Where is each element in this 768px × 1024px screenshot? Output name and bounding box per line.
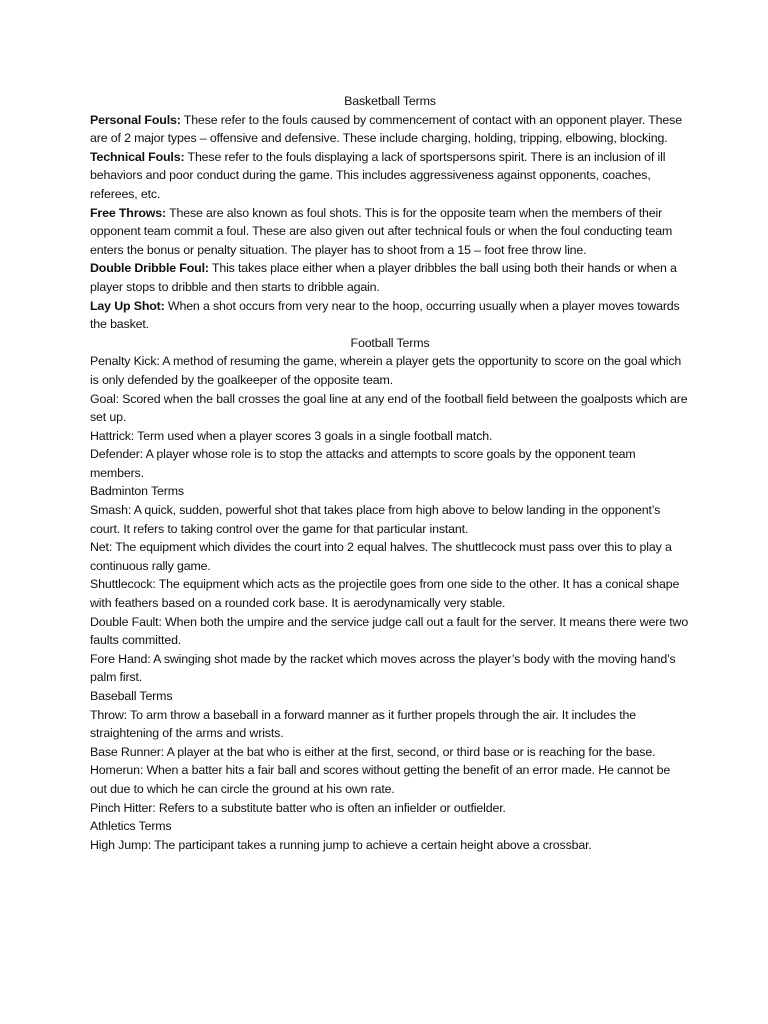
term-definition: This takes place either when a player dribbles the ball using both their hands or when a player stops to dribble and then starts to dribble again. <box>90 261 677 294</box>
athletics-entry-high-jump: High Jump: The participant takes a running jump to achieve a certain height above a crossbar. <box>90 837 592 852</box>
baseball-entry-pinch-hitter: Pinch Hitter: Refers to a substitute batter who is often an infielder or outfielder. <box>90 800 506 815</box>
badminton-entry-shuttlecock: Shuttlecock: The equipment which acts as the projectile goes from one side to the other. It has a conical shape with feathers based on a rounded cork base. It is aerodynamically very stable. <box>90 577 680 611</box>
term-definition: These refer to the fouls displaying a lack of sportspersons spirit. There is an inclusion of ill behaviors and poor conduct during the game. This includes aggressiveness against opponents, coaches, referees, etc. <box>90 149 666 201</box>
badminton-entry-double-fault: Double Fault: When both the umpire and the service judge call out a fault for the server. It means there were two faults committed. <box>90 614 689 648</box>
football-entry-hattrick: Hattrick: Term used when a player scores 3 goals in a single football match. <box>90 428 493 443</box>
term-definition: These are also known as foul shots. This is for the opposite team when the members of their opponent team commit a foul. These are also given out after technical fouls or when the foul conducting team enters the bonus or penalty situation. The player has to shoot from a 15 – foot free throw line. <box>90 205 673 257</box>
football-entry-defender: Defender: A player whose role is to stop the attacks and attempts to score goals by the opponent team members. <box>90 447 636 480</box>
badminton-entry-net: Net: The equipment which divides the court into 2 equal halves. The shuttlecock must pass over this to play a continuous rally game. <box>90 540 672 573</box>
basketball-entry-double-dribble <box>90 259 690 296</box>
basketball-entry-lay-up-shot <box>90 297 690 334</box>
athletics-section-title: Athletics Terms <box>90 819 172 834</box>
basketball-section-title: Basketball Terms <box>344 94 436 108</box>
basketball-entry-free-throws <box>90 204 690 260</box>
badminton-entry-fore-hand: Fore Hand: A swinging shot made by the racket which moves across the player’s body with the moving hand’s palm first. <box>90 651 676 685</box>
football-entry-goal: Goal: Scored when the ball crosses the goal line at any end of the football field between the goalposts which are set up. <box>90 391 688 425</box>
baseball-entry-throw: Throw: To arm throw a baseball in a forward manner as it further propels through the air. It includes the straightening of the arms and wrists. <box>90 707 637 741</box>
term-label: Lay Up Shot: <box>90 298 165 313</box>
badminton-section-title: Badminton Terms <box>90 484 184 499</box>
basketball-entry-personal-fouls <box>90 111 690 148</box>
term-label: Double Dribble Foul: <box>90 261 209 276</box>
baseball-section-title: Baseball Terms <box>90 689 173 703</box>
football-entry-penalty-kick: Penalty Kick: A method of resuming the game, wherein a player gets the opportunity to score on the goal which is only defended by the goalkeeper of the opposite team. <box>90 354 682 387</box>
term-definition: These refer to the fouls caused by commencement of contact with an opponent player. These are of 2 major types – offensive and defensive. These include charging, holding, tripping, elbowing, blocking. <box>90 112 682 146</box>
document-page <box>90 92 690 854</box>
badminton-entry-smash: Smash: A quick, sudden, powerful shot that takes place from high above to below landing in the opponent’s court. It refers to taking control over the game for that particular instant. <box>90 503 661 536</box>
term-label: Personal Fouls: <box>90 112 181 127</box>
football-section-title: Football Terms <box>350 335 430 350</box>
term-label: Free Throws: <box>90 205 166 220</box>
baseball-entry-homerun: Homerun: When a batter hits a fair ball and scores without getting the benefit of an error made. He cannot be out due to which he can circle the ground at his own rate. <box>90 763 671 796</box>
basketball-entry-technical-fouls <box>90 148 690 204</box>
baseball-entry-base-runner: Base Runner: A player at the bat who is either at the first, second, or third base or is reaching for the base. <box>90 744 656 759</box>
term-definition: When a shot occurs from very near to the hoop, occurring usually when a player moves towards the basket. <box>90 298 680 332</box>
term-label: Technical Fouls: <box>90 149 185 164</box>
